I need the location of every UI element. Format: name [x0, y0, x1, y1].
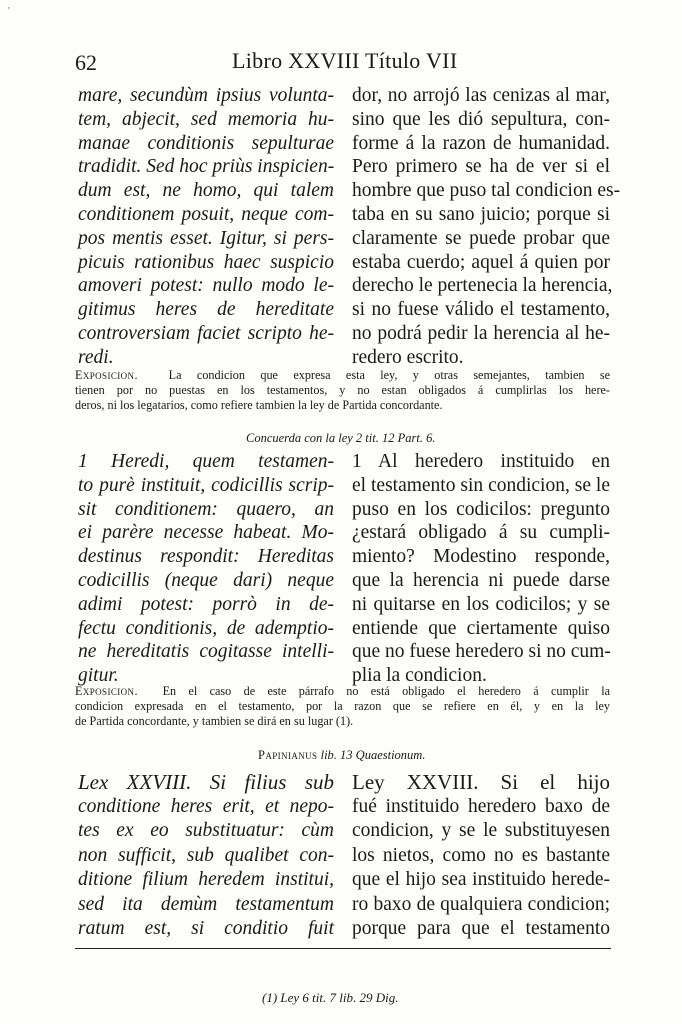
spanish-line: los nietos, como no es bastante	[352, 844, 610, 866]
spanish-column-2	[352, 450, 610, 688]
spanish-column-1	[352, 84, 621, 370]
latin-line: to purè instituit, codicillis scrip-	[78, 474, 334, 496]
latin-line: tem, abjecit, sed memoria hu-	[78, 108, 334, 130]
concordance-reference: Concuerda con la ley 2 tit. 12 Part. 6.	[246, 431, 436, 445]
latin-line: ne hereditatis cogitasse intelli-	[78, 641, 334, 663]
latin-line: Lex XXVIII. Si filius sub	[78, 770, 334, 794]
latin-column-1	[78, 84, 334, 370]
spanish-line: que el hijo sea instituido herede-	[352, 869, 610, 890]
spanish-line: no podrá pedir la herencia al he-	[352, 322, 610, 344]
latin-line: ratum est, si conditio fuit	[78, 918, 334, 939]
latin-line: dum est, ne homo, qui talem	[78, 180, 334, 202]
spanish-line: entiende que ciertamente quiso	[352, 617, 610, 639]
latin-line: gitur.	[78, 665, 119, 687]
spanish-line: sino que les dió sepultura, con-	[352, 108, 610, 130]
spanish-line: ro baxo de qualquiera condicion;	[352, 893, 610, 915]
latin-line: ditione filium heredem institui,	[78, 869, 334, 890]
latin-line: ei parère necesse habeat. Mo-	[78, 522, 334, 544]
spanish-line: porque para que el testamento	[352, 918, 610, 939]
spanish-line: ¿estará obligado á su cumpli-	[352, 522, 610, 544]
latin-line: pos mentis esset. Igitur, si pers-	[78, 227, 334, 249]
source-work: lib. 13 Quaestionum.	[320, 748, 426, 762]
latin-line: sit conditionem: quaero, an	[78, 498, 334, 520]
spanish-line: puso en los codicilos: pregunto	[352, 498, 610, 520]
spanish-line: forme á la razon de humanidad.	[352, 132, 610, 154]
spanish-column-3	[352, 770, 610, 942]
latin-line: conditionem posuit, neque com-	[78, 203, 334, 225]
latin-line: controversiam faciet scripto he-	[78, 322, 334, 344]
spanish-line: redero escrito.	[352, 346, 464, 368]
exposicion-label: Exposicion.	[75, 368, 138, 382]
exposicion-line: deros, ni los legatarios, como refiere tambien la ley de Partida concordante.	[75, 398, 443, 413]
spanish-line: claramente se puede probar que	[352, 227, 610, 249]
exposicion-line: de Partida concordante, y tambien se dirá en su lugar (1).	[75, 714, 354, 729]
latin-line: redi.	[78, 346, 114, 368]
latin-line: 1 Heredi, quem testamen-	[78, 451, 334, 472]
latin-column-3	[78, 770, 334, 942]
latin-line: fectu conditionis, de ademptio-	[78, 617, 334, 639]
spanish-line: Ley XXVIII. Si el hijo	[352, 770, 610, 794]
exposicion-line: condicion expresada en el testamento, por la razon que se refiere en él, y en la ley	[75, 699, 610, 714]
spanish-line: estaba cuerdo; aquel á quien por	[352, 251, 610, 273]
spanish-line: que la herencia ni puede darse	[352, 569, 610, 591]
page-number: 62	[75, 50, 97, 75]
latin-line: picuis rationibus haec suspicio	[78, 251, 334, 273]
spanish-line: ni quitarse en los codicilos; y se	[352, 593, 610, 615]
latin-line: non sufficit, sub qualibet con-	[78, 844, 334, 866]
source-reference	[258, 748, 425, 763]
latin-line: amoveri potest: nullo modo le-	[78, 275, 334, 297]
spanish-line: fué instituido heredero baxo de	[352, 795, 610, 817]
latin-line: codicillis (neque dari) neque	[78, 569, 334, 591]
latin-line: conditione heres erit, et nepo-	[78, 795, 334, 817]
exposicion-line: La condicion que expresa esta ley, y otras semejantes, tambien se	[168, 368, 611, 382]
exposicion-note-1	[75, 368, 610, 414]
spanish-line: el testamento sin condicion, se le	[352, 474, 610, 496]
spanish-line: taba en su sano juicio; porque si	[352, 203, 610, 225]
spanish-line: condicion, y se le substituyesen	[352, 820, 610, 841]
footnote-rule	[75, 948, 611, 949]
exposicion-line: En el caso de este párrafo no está obligado el heredero á cumplir la	[162, 684, 610, 698]
spanish-line: derecho le pertenecia la herencia,	[352, 275, 613, 297]
latin-line: tradidit. Sed hoc priùs inspicien-	[78, 156, 335, 178]
source-author: Papinianus	[258, 748, 318, 762]
spanish-line: si no fuese válido el testamento,	[352, 299, 610, 321]
latin-line: tes ex eo substituatur: cùm	[78, 820, 334, 841]
latin-line: mare, secundùm ipsius volunta-	[78, 85, 334, 106]
latin-line: adimi potest: porrò in de-	[78, 593, 334, 615]
spanish-line: plia la condicion.	[352, 665, 487, 687]
spanish-line: miento? Modestino responde,	[352, 546, 610, 568]
exposicion-line: tienen por no puestas en los testamentos, y no estan obligados á cumplirlas los here-	[75, 383, 610, 398]
latin-column-2	[78, 450, 334, 688]
latin-line: manae conditionis sepulturae	[78, 132, 334, 154]
latin-line: destinus respondit: Hereditas	[78, 546, 334, 568]
exposicion-label: Exposicion.	[75, 684, 138, 698]
latin-line: gitimus heres de hereditate	[78, 299, 334, 321]
margin-mark: '	[8, 6, 10, 17]
spanish-line: que no fuese heredero si no cum-	[352, 641, 611, 663]
footnote: (1) Ley 6 tit. 7 lib. 29 Dig.	[262, 990, 399, 1005]
exposicion-note-2	[75, 684, 610, 730]
spanish-line: 1 Al heredero instituido en	[352, 451, 610, 472]
spanish-line: Pero primero se ha de ver si el	[352, 156, 610, 178]
latin-line: sed ita demùm testamentum	[78, 893, 334, 915]
running-title: Libro XXVIII Título VII	[232, 48, 458, 73]
spanish-line: hombre que puso tal condicion es-	[352, 180, 621, 202]
spanish-line: dor, no arrojó las cenizas al mar,	[352, 85, 610, 106]
